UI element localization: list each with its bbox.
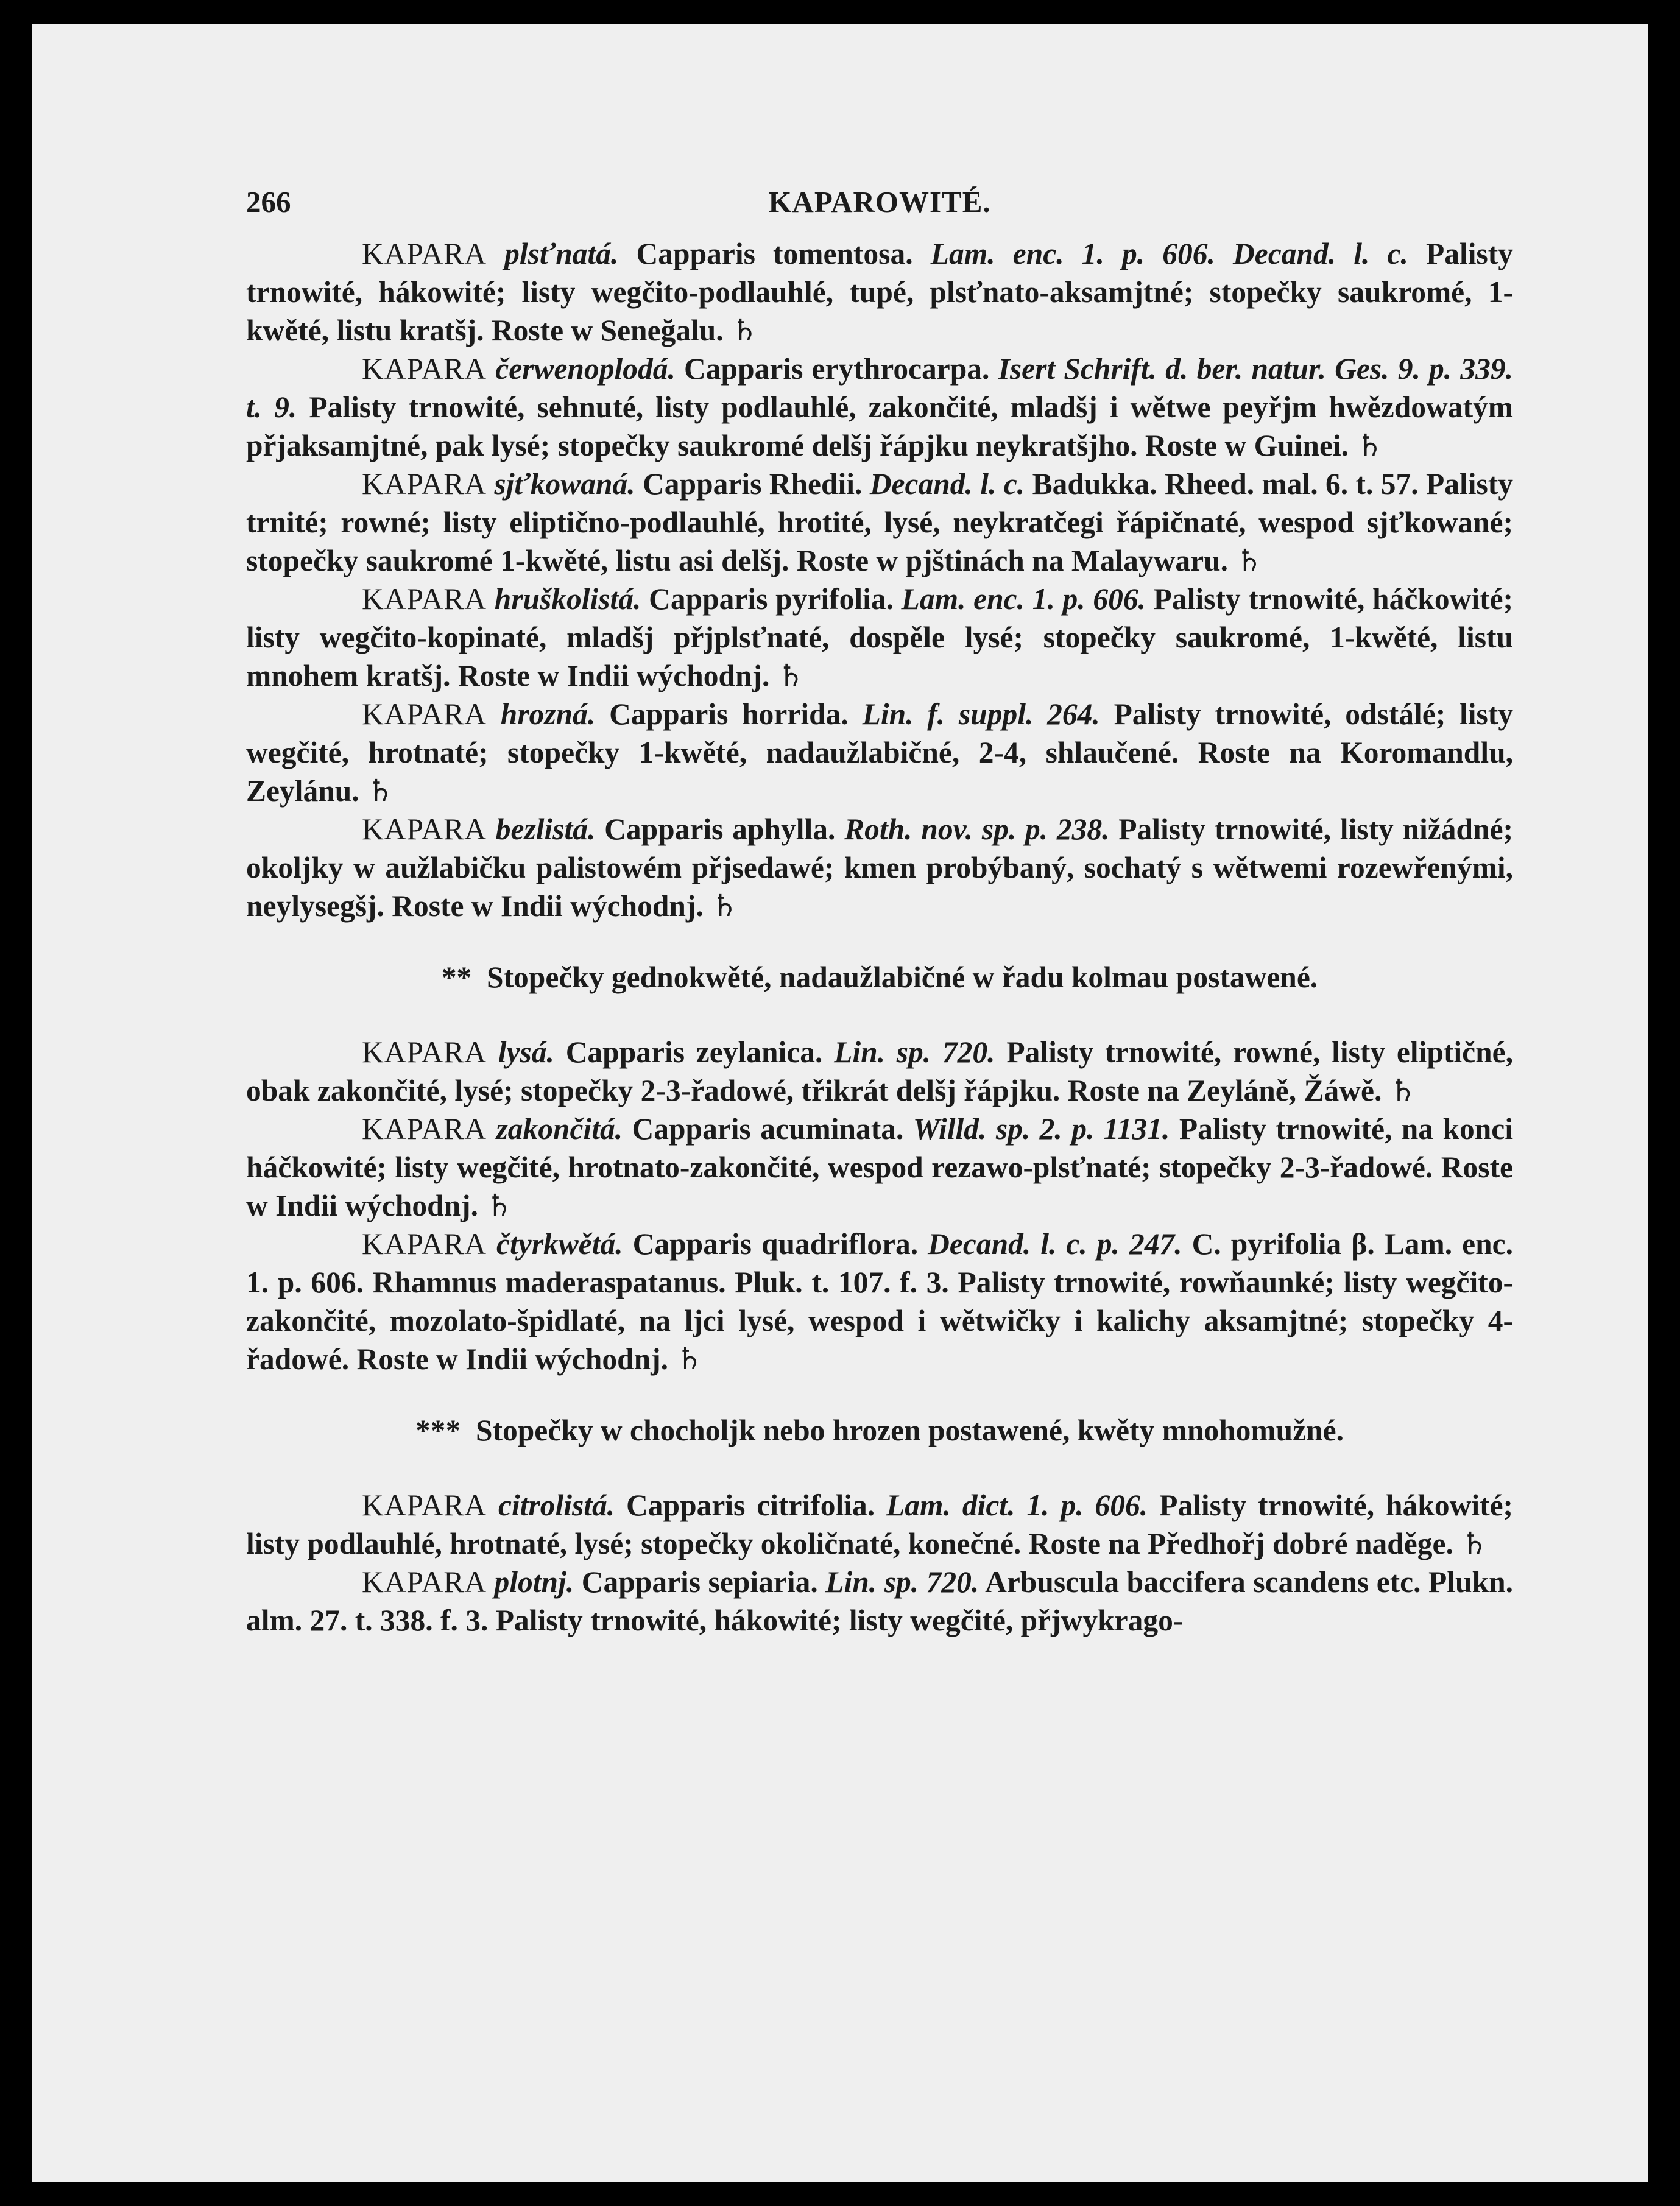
czech-name: zakončitá. [496, 1112, 623, 1146]
latin-name: Capparis aphylla. [604, 812, 836, 846]
genus-name: KAPARA [362, 582, 487, 616]
description: Arbuscula baccifera scandens etc. Plukn. alm. 27. t. 338. f. 3. Palisty trnowité, hákowité; listy wegčité, přjwykrago- [246, 1565, 1513, 1637]
czech-name: plsťnatá. [504, 237, 619, 270]
genus-name: KAPARA [362, 352, 487, 386]
section-heading-2 [246, 958, 1513, 996]
running-head: KAPAROWITÉ. [768, 185, 991, 219]
reference: Roth. nov. sp. p. 238. [844, 812, 1110, 846]
reference: Lin. sp. 720. [834, 1035, 995, 1069]
page-number: 266 [246, 185, 291, 219]
description: Palisty trnowité, háčkowité; listy wegčito-kopinaté, mladšj přjplsťnaté, dospěle lysé; stopečky saukromé, 1-kwěté, listu mnohem kratšj. Roste w Indii wýchodnj. [246, 582, 1514, 692]
latin-name: Capparis tomentosa. [636, 237, 913, 270]
description: Palisty trnowité, hákowité; listy wegčito-podlauhlé, tupé, plsťnato-aksamjtné; stopečky saukromé, 1-kwěté, listu kratšj. Roste w Seneğalu. [246, 237, 1514, 347]
czech-name: čtyrkwětá. [496, 1227, 623, 1261]
description: Palisty trnowité, sehnuté, listy podlauhlé, zakončité, mladšj i wětwe peyřjm hwězdowatým přjaksamjtné, pak lysé; stopečky saukromé delšj řápjku neykratšjho. Roste w Guinei. [246, 390, 1513, 462]
shrub-symbol: ♄ [676, 1342, 703, 1376]
latin-name: Capparis sepiaria. [581, 1565, 818, 1599]
reference: Lam. dict. 1. p. 606. [886, 1489, 1148, 1522]
entry-capparis-acuminata [246, 1110, 1513, 1225]
entry-capparis-quadriflora [246, 1225, 1513, 1378]
description: Palisty trnowité, odstálé; listy wegčité, hrotnaté; stopečky 1-kwěté, nadaužlabičné, 2-4, shlaučené. Roste na Koromandlu, Zeylánu. [246, 697, 1513, 808]
section-heading-3 [246, 1411, 1513, 1450]
latin-name: Capparis pyrifolia. [649, 582, 894, 616]
czech-name: čerwenoplodá. [495, 352, 676, 386]
latin-name: Capparis acuminata. [632, 1112, 904, 1146]
genus-name: KAPARA [362, 1112, 487, 1146]
shrub-symbol: ♄ [367, 774, 394, 808]
reference: Lin. f. suppl. 264. [862, 697, 1100, 731]
entry-capparis-citrifolia [246, 1486, 1513, 1563]
latin-name: Capparis horrida. [609, 697, 849, 731]
reference: Willd. sp. 2. p. 1131. [912, 1112, 1170, 1146]
entry-capparis-rhedii [246, 465, 1513, 580]
entry-capparis-aphylla [246, 810, 1513, 925]
entry-capparis-tomentosa [246, 234, 1513, 350]
reference: Lin. sp. 720. [825, 1565, 979, 1599]
genus-name: KAPARA [362, 1565, 487, 1599]
shrub-symbol: ♄ [1461, 1527, 1488, 1560]
entry-capparis-zeylanica [246, 1033, 1513, 1110]
shrub-symbol: ♄ [1356, 429, 1383, 462]
genus-name: KAPARA [362, 812, 487, 846]
description: Palisty trnowité, hákowité; listy podlauhlé, hrotnaté, lysé; stopečky okoličnaté, konečné. Roste na Předhořj dobré naděge. [246, 1489, 1514, 1560]
genus-name: KAPARA [362, 1035, 487, 1069]
shrub-symbol: ♄ [731, 314, 758, 347]
shrub-symbol: ♄ [1389, 1074, 1417, 1107]
description: C. pyrifolia β. Lam. enc. 1. p. 606. Rhamnus maderaspatanus. Pluk. t. 107. f. 3. Palisty trnowité, rowňaunké; listy wegčito-zakončité, mozolato-špidlaté, na ljci lysé, wespod i wětwičky i kalichy aksamjtné; stopečky 4-řadowé. Roste w Indii wýchodnj. [246, 1227, 1514, 1376]
page-body [246, 234, 1513, 1640]
entry-capparis-pyrifolia [246, 580, 1513, 695]
section-title: Stopečky gednokwěté, nadaužlabičné w řadu kolmau postawené. [487, 960, 1318, 994]
genus-name: KAPARA [362, 1227, 487, 1261]
latin-name: Capparis zeylanica. [565, 1035, 823, 1069]
czech-name: hruškolistá. [494, 582, 641, 616]
entry-capparis-horrida [246, 695, 1513, 810]
section-title: Stopečky w chocholjk nebo hrozen postawené, kwěty mnohomužné. [475, 1414, 1344, 1447]
description: Palisty trnowité, na konci háčkowité; listy wegčité, hrotnato-zakončité, wespod rezawo-plsťnaté; stopečky 2-3-řadowé. Roste w Indii wýchodnj. [246, 1112, 1514, 1222]
czech-name: citrolistá. [498, 1489, 615, 1522]
section-marker: ** [441, 960, 472, 994]
shrub-symbol: ♄ [485, 1189, 513, 1222]
shrub-symbol: ♄ [711, 889, 738, 923]
section-marker: *** [415, 1414, 461, 1447]
genus-name: KAPARA [362, 237, 487, 270]
czech-name: lysá. [498, 1035, 554, 1069]
shrub-symbol: ♄ [1235, 544, 1263, 577]
latin-name: Capparis quadriflora. [632, 1227, 919, 1261]
entry-capparis-erythrocarpa [246, 350, 1513, 465]
czech-name: bezlistá. [495, 812, 596, 846]
reference: Decand. l. c. p. 247. [928, 1227, 1182, 1261]
reference: Lam. enc. 1. p. 606. [901, 582, 1146, 616]
reference: Lam. enc. 1. p. 606. Decand. l. c. [930, 237, 1408, 270]
shrub-symbol: ♄ [777, 659, 805, 692]
description: Palisty trnowité, rowné, listy eliptičné, obak zakončité, lysé; stopečky 2-3-řadowé, třikrát delšj řápjku. Roste na Zeyláně, Žáwě. [246, 1035, 1514, 1107]
latin-name: Capparis Rhedii. [643, 467, 863, 501]
czech-name: plotnj. [494, 1565, 574, 1599]
page-header [246, 178, 1513, 227]
reference: Decand. l. c. [869, 467, 1025, 501]
czech-name: hrozná. [500, 697, 596, 731]
description: Palisty trnowité, listy nižádné; okoljky w aužlabičku palistowém přjsedawé; kmen probýbaný, sochatý s wětwemi rozewřenými, neylysegšj. Roste w Indii wýchodnj. [246, 812, 1514, 923]
genus-name: KAPARA [362, 467, 487, 501]
genus-name: KAPARA [362, 697, 487, 731]
description: Badukka. Rheed. mal. 6. t. 57. Palisty trnité; rowné; listy eliptično-podlauhlé, hrotité, lysé, neykratčegi řápičnaté, wespod sjťkowané; stopečky saukromé 1-kwěté, listu asi delšj. Roste w pjštinách na Malaywaru. [246, 467, 1514, 577]
entry-capparis-sepiaria [246, 1563, 1513, 1640]
czech-name: sjťkowaná. [494, 467, 635, 501]
book-page [32, 24, 1648, 2182]
latin-name: Capparis erythrocarpa. [684, 352, 990, 386]
latin-name: Capparis citrifolia. [626, 1489, 875, 1522]
genus-name: KAPARA [362, 1489, 487, 1522]
reference: Isert Schrift. d. ber. natur. Ges. 9. p. 339. t. 9. [246, 352, 1514, 424]
